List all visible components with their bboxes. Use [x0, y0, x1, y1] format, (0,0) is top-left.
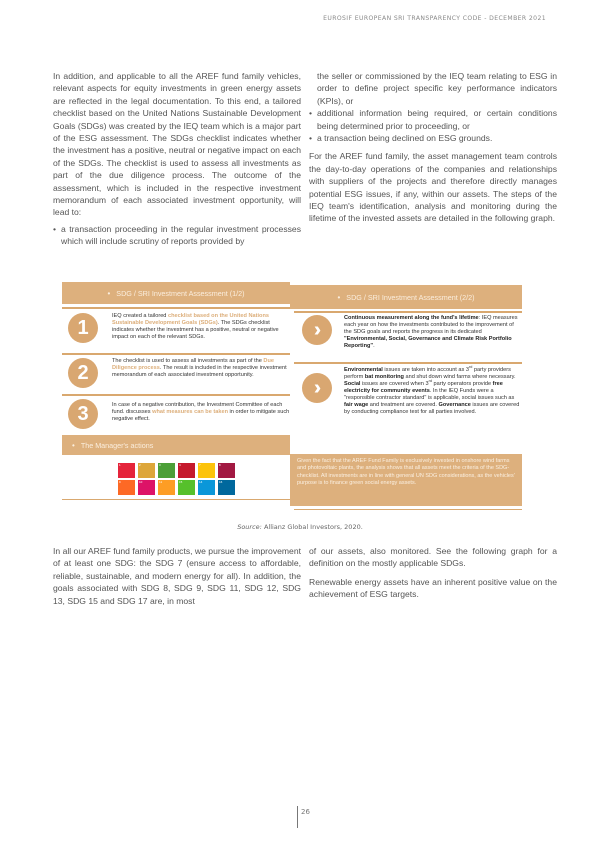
chevron-double-right-icon: ›› — [302, 315, 332, 345]
sdg-goal-number: 9 — [119, 480, 121, 484]
sdg-goal-number: 10 — [139, 480, 143, 484]
bottom-left-column — [53, 545, 301, 611]
sdg-goal-16-icon — [218, 480, 235, 495]
sdg-assessment-figure — [62, 282, 540, 518]
sdg-goal-9-icon — [118, 480, 135, 495]
divider — [62, 307, 290, 309]
divider — [294, 362, 522, 364]
right-step-2 — [302, 367, 522, 416]
sdg-goal-number: 1 — [119, 463, 121, 467]
sdg-goal-15-icon — [178, 480, 195, 495]
sdg-goal-2-icon — [138, 463, 155, 478]
sdg-goal-number: 14 — [199, 480, 203, 484]
sdg-goal-4-icon — [178, 463, 195, 478]
sdg-goal-number: 7 — [199, 463, 201, 467]
sdg-goal-number: 8 — [219, 463, 221, 467]
sdg-goal-number: 3 — [159, 463, 161, 467]
esg-coverage-text: Environmental issues are taken into account as 3rd party providers perform bat monitoring and shut down wind farms where necessary. Social issues are covered when 3rd party operators provide free electricity for community events. In the IEQ Funds were a "responsible contractor standard" is applicable, social issues such as fair wage and treatment are covered. Governance issues are covered by conducting compliance test for all parties involved. — [344, 365, 520, 415]
manager-actions-note: Given the fact that the AREF Fund Family is exclusively invested in onshore wind farms and photovoltaic plants, the analysis shows that all assets meet the criteria of the SDG-checklist. All investments are in line with general UN SDG considerations, as the vehicles' purpose is to finance green social energy assets. — [290, 454, 522, 506]
sdg-goal-number: 15 — [179, 480, 183, 484]
step-1-text: IEQ created a tailored checklist based on the United Nations Sustainable Development Goals (SDGs). The SDGs checklist indicates whether the investment has a positive, neutral or negative impact on each of the relevant SDGs. — [112, 313, 279, 340]
left-panel-title: SDG / SRI Investment Assessment (1/2) — [116, 288, 245, 298]
step-number-badge: 1 — [68, 313, 98, 343]
top-left-column — [53, 70, 301, 248]
sdg-goal-number: 2 — [139, 463, 141, 467]
step-2-text: The checklist is used to assess all investments as part of the Due Diligence process. The result is included in the respective investment memorandum of each associated investment opportunity. — [112, 358, 287, 378]
step-1 — [68, 313, 290, 343]
sdg-goal-3-icon — [158, 463, 175, 478]
sdg-pursuit-paragraph: In all our AREF fund family products, we pursue the improvement of at least one SDG: the SDG 7 (ensure access to affordable, reliable, sustainable, and modern energy for all). In addition, the goals associated with SDG 8, SDG 9, SDG 11, SDG 12, SDG 13, SDG 15 and SDG 17 are, in most — [53, 546, 301, 606]
sdg-icon-grid — [118, 463, 235, 495]
divider — [294, 509, 522, 510]
measurement-text: Continuous measurement along the fund's lifetime: IEQ measures each year on how the investments contributed to the improvement of the SDG goals and reports the progress in its dedicated "Environmental, Social, Governance and Climate Risk Portfolio Reporting". — [344, 315, 518, 349]
divider — [62, 394, 290, 396]
page-number: 26 — [297, 806, 310, 828]
sdg-goal-10-icon — [138, 480, 155, 495]
outcome-item-continued: the seller or commissioned by the IEQ team relating to ESG in order to define project specific key performance indicators (KPIs), or — [317, 71, 557, 106]
left-panel-header — [62, 282, 290, 304]
bottom-right-column — [309, 545, 557, 605]
divider — [62, 499, 290, 500]
step-number-badge: 2 — [68, 358, 98, 388]
outcome-list — [53, 223, 301, 248]
chevron-double-right-icon: ›› — [302, 373, 332, 403]
sdg-goal-14-icon — [198, 480, 215, 495]
asset-management-paragraph: For the AREF fund family, the asset management team controls the day-to-day operations of the companies and relationships with suppliers of the projects and therefore directly manages potential ESG issues, if any, within our assets. The steps of the IEQ team's identification, analysis and monitoring during the lifetime of the invested assets are detailed in the following graph. — [309, 151, 557, 224]
top-right-column — [309, 70, 557, 229]
sdg-goal-number: 16 — [219, 480, 223, 484]
sdg-monitoring-paragraph: of our assets, also monitored. See the following graph for a definition on the mostly applicable SDGs. — [309, 546, 557, 569]
running-header: EUROSIF EUROPEAN SRI TRANSPARENCY CODE - DECEMBER 2021 — [323, 15, 546, 22]
right-panel-title: SDG / SRI Investment Assessment (2/2) — [346, 292, 475, 302]
sdg-goal-11-icon — [158, 480, 175, 495]
right-panel-header — [290, 285, 522, 309]
intro-paragraph: In addition, and applicable to all the AREF fund family vehicles, relevant aspects for equity investments in green energy assets are reflected in the legal documentation. To this end, a tailored checklist based on the United Nations Sustainable Development Goals (SDGs) was created by the IEQ team which is a major part of the ESG assessment. The SDGs checklist indicates whether the investment has a positive, neutral or negative impact on each of the SDGs. The checklist is used to assess all investments as part of the due diligence process. The outcome of the assessment, which is included in the respective investment memorandum of each associated investment opportunity, will lead to: — [53, 71, 301, 218]
sdg-goal-8-icon — [218, 463, 235, 478]
bullet-icon: • — [107, 288, 111, 298]
sdg-goal-1-icon — [118, 463, 135, 478]
outcome-item: • a transaction proceeding in the regular investment processes which will include scrutiny of reports provided by — [53, 223, 301, 248]
divider — [62, 353, 290, 355]
outcome-list-continued — [309, 70, 557, 144]
manager-actions-title: The Manager's actions — [80, 440, 154, 450]
manager-actions-header — [62, 435, 290, 455]
step-number-badge: 3 — [68, 399, 98, 429]
divider — [294, 311, 522, 313]
bullet-icon: • — [72, 440, 75, 450]
bullet-icon: • — [337, 292, 341, 302]
right-step-1 — [302, 315, 522, 350]
sdg-goal-number: 11 — [159, 480, 163, 484]
renewable-value-paragraph: Renewable energy assets have an inherent positive value on the achievement of ESG targets. — [309, 576, 557, 600]
outcome-item: • a transaction being declined on ESG grounds. — [309, 132, 557, 144]
step-3 — [68, 399, 290, 429]
figure-source: Source: Allianz Global Investors, 2020. — [237, 523, 363, 531]
step-2 — [68, 358, 290, 388]
outcome-item: • additional information being required, or certain conditions being determined prior to proceeding, or — [309, 107, 557, 132]
sdg-goal-number: 4 — [179, 463, 181, 467]
step-3-text: In case of a negative contribution, the Investment Committee of each fund. discusses what measures can be taken in order to mitigate such negative effect. — [112, 402, 290, 422]
sdg-goal-7-icon — [198, 463, 215, 478]
